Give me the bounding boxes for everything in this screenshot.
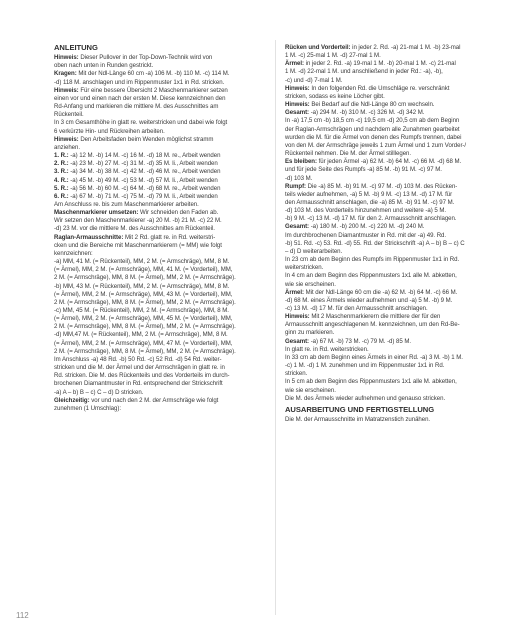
- text-line: Hinweis: Für eine bessere Übersicht 2 Maschenmarkierer setzen: [54, 86, 228, 94]
- text-line: brochenen Diamantmuster in Rd. entsprechend der Strickschrift: [54, 380, 223, 388]
- text-line: In 4 cm an dem Beginn des Rippenmusters 1x1 alle M. abketten,: [285, 272, 457, 280]
- text-line: den Armausschnitt anschlagen, die -a) 85 M. -b) 91 M. -c) 97 M.: [285, 198, 455, 206]
- text-line: -b) 9 M. -c) 13 M. -d) 17 M. für den 2. Armausschnitt anschlagen.: [285, 215, 457, 223]
- text-line: (= Ärmel), MM, 2 M. (= Armschräge), MM, 41 M. (= Vorderteil), MM,: [54, 266, 233, 274]
- short-row-line: 2. R.: -a) 23 M. -b) 27 M. -c) 31 M. -d) 35 M. li., Arbeit wenden: [54, 160, 218, 168]
- text-line: Gesamt: -a) 294 M. -b) 310 M. -c) 326 M. -d) 342 M.: [285, 109, 425, 117]
- text-line: einen vor und einen nach der ersten M. Diese kennzeichnen den: [54, 94, 226, 102]
- text-line: In glatt re. in Rd. weiterstricken.: [285, 345, 369, 353]
- text-line: (= Ärmel), MM, 2 M. (= Armschräge), MM, 47 M. (= Vorderteil), MM,: [54, 339, 233, 347]
- text-line: 1 M. -d) 22-mal 1 M. und anschließend in jeder Rd.: -a), -b),: [285, 68, 443, 76]
- text-line: ginn zu markieren.: [285, 329, 335, 337]
- text-line: wie sie erscheinen.: [285, 280, 336, 288]
- text-line: Rückenteil nehmen. Die M. der Ärmel stilllegen.: [285, 150, 412, 158]
- short-row-line: 6. R.: -a) 67 M. -b) 71 M. -c) 75 M. -d) 79 M. li., Arbeit wenden: [54, 192, 218, 200]
- text-line: Die M. des Ärmels wieder aufnehmen und genauso stricken.: [285, 394, 446, 402]
- text-line: von den M. der Armschräge jeweils 1 zum Ärmel und 1 zum Vorder-/: [285, 141, 467, 149]
- finishing-text: Die M. der Armausschnitte im Matratzenstich zunähen.: [285, 416, 431, 424]
- text-line: wie sie erscheinen.: [285, 386, 336, 394]
- text-line: zunehmen (1 Umschlag):: [54, 404, 121, 412]
- text-line: 2 M. (= Armschräge), MM, 8 M. (= Ärmel), MM, 2 M. (= Armschräge).: [54, 274, 236, 282]
- text-line: Im durchbrochenen Diamantmuster in Rd. mit der -a) 49. Rd.: [285, 231, 447, 239]
- text-line: Kragen: Mit der Ndl-Länge 60 cm -a) 106 M. -b) 110 M. -c) 114 M.: [54, 70, 230, 78]
- text-line: -b) MM, 43 M. (= Rückenteil), MM, 2 M. (= Armschräge), MM, 8 M.: [54, 282, 230, 290]
- text-line: Hinweis: Dieser Pullover in der Top-Down-Technik wird von: [54, 54, 213, 62]
- text-line: oben nach unten in Runden gestrickt.: [54, 62, 154, 70]
- page-number: 112: [16, 611, 29, 620]
- text-line: Im Anschluss -a) 48 Rd. -b) 50 Rd. -c) 52 Rd. -d) 54 Rd. weiter-: [54, 355, 222, 363]
- text-line: stricken und die M. der Ärmel und der Armschrägen in glatt re. in: [54, 364, 225, 372]
- text-line: -c) 13 M. -d) 17 M. für den Armausschnitt anschlagen.: [285, 305, 428, 312]
- text-line: -d) MM,47 M. (= Rückenteil), MM, 2 M. (= Armschräge), MM, 8 M.: [54, 331, 228, 339]
- text-line: Rücken und Vorderteil: in jeder 2. Rd. -a) 21-mal 1 M. -b) 23-mal: [285, 44, 461, 51]
- text-line: stricken, sodass es keine Löcher gibt.: [285, 92, 385, 100]
- text-line: weiterstricken.: [285, 264, 324, 272]
- text-line: -a) MM, 41 M. (= Rückenteil), MM, 2 M. (= Armschräge), MM, 8 M.: [54, 258, 230, 266]
- text-line: In 3 cm Gesamthöhe in glatt re. weiterstricken und dabei wie folgt: [54, 119, 228, 127]
- text-line: Hinweis: Mit 2 Maschenmarkierern die mittlere der für den: [285, 313, 441, 321]
- text-line: 6 verkürzte Hin- und Rückreihen arbeiten.: [54, 127, 165, 135]
- left-column: [54, 44, 276, 413]
- text-line: -d) 103 M.: [285, 174, 313, 182]
- text-line: 2 M. (= Armschräge), MM, 8 M. (= Ärmel), MM, 2 M. (= Armschräge).: [54, 347, 236, 355]
- text-line: 2 M. (= Armschräge), MM, 8 M. (= Ärmel), MM, 2 M. (= Armschräge).: [54, 298, 236, 306]
- text-line: Gesamt: -a) 67 M. -b) 73 M. -c) 79 M. -d) 85 M.: [285, 337, 412, 345]
- text-line: Hinweis: Bei Bedarf auf die Ndl-Länge 80 cm wechseln.: [285, 101, 435, 109]
- text-line: cken und die Bereiche mit Maschenmarkierern (= MM) wie folgt: [54, 241, 222, 249]
- text-line: teils wieder aufnehmen, -a) 5 M. -b) 9 M. -c) 13 M. -d) 17 M. für: [285, 190, 453, 198]
- section-title-instructions: ANLEITUNG: [54, 43, 98, 52]
- text-line: Am Anschluss re. bis zum Maschenmarkierer arbeiten.: [54, 200, 199, 208]
- text-line: (= Ärmel), MM, 2 M. (= Armschräge), MM, 43 M. (= Vorderteil), MM,: [54, 290, 233, 298]
- text-line: Armausschnitt angeschlagenen M. kennzeichnen, um den Rd-Be-: [285, 321, 460, 329]
- short-row-line: 5. R.: -a) 56 M. -b) 60 M. -c) 64 M. -d) 68 M. re., Arbeit wenden: [54, 184, 221, 192]
- text-line: -c) und -d) 7-mal 1 M.: [285, 76, 343, 84]
- text-line: 2 M. (= Armschräge), MM, 8 M. (= Ärmel), MM, 2 M. (= Armschräge).: [54, 323, 236, 331]
- short-rows-list: [54, 152, 276, 201]
- text-line: -c) MM, 45 M. (= Rückenteil), MM, 2 M. (= Armschräge), MM, 8 M.: [54, 307, 229, 314]
- text-line: -d) 103 M. des Vorderteils hinzunehmen und weitere -a) 5 M.: [285, 207, 446, 215]
- text-line: -d) 23 M. vor die mittlere M. des Ausschnittes am Rückenteil.: [54, 225, 215, 233]
- short-row-line: 1. R.: -a) 12 M. -b) 14 M. -c) 16 M. -d) 18 M. re., Arbeit wenden: [54, 152, 221, 160]
- text-line: Gleichzeitig: vor und nach den 2 M. der Armschräge wie folgt: [54, 396, 219, 404]
- text-line: Raglan-Armausschnitte: Mit 2 Rd. glatt re. in Rd. weiterstri-: [54, 233, 216, 241]
- text-line: In 33 cm ab dem Beginn eines Ärmels in einer Rd. -a) 3 M. -b) 1 M.: [285, 353, 463, 361]
- text-line: Ärmel: Mit der Ndl-Länge 60 cm die -a) 62 M. -b) 64 M. -c) 66 M.: [285, 288, 458, 296]
- right-text-block: [285, 44, 507, 403]
- text-line: In 5 cm ab dem Beginn des Rippenmusters 1x1 alle M. abketten,: [285, 378, 457, 386]
- section-title-finishing: AUSARBEITUNG UND FERTIGSTELLUNG: [285, 404, 435, 414]
- text-line: Hinweis: In den folgenden Rd. die Umschläge re. verschränkt: [285, 84, 450, 92]
- short-row-line: 4. R.: -a) 45 M. -b) 49 M. -c) 53 M. -d) 57 M. li., Arbeit wenden: [54, 176, 218, 184]
- text-line: Gesamt: -a) 180 M. -b) 200 M. -c) 220 M. -d) 240 M.: [285, 223, 425, 231]
- text-line: (= Ärmel), MM, 2 M. (= Armschräge), MM, 45 M. (= Vorderteil), MM,: [54, 315, 233, 323]
- text-line: Rd-Anfang und markieren die mittlere M. des Ausschnittes am: [54, 103, 219, 111]
- text-line: -b) 51. Rd. -c) 53. Rd. -d) 55. Rd. der Strickschrift -a) A – b) B – c) C: [285, 239, 465, 247]
- text-line: -d) 68 M. eines Ärmels wieder aufnehmen und -a) 5 M. -b) 9 M.: [285, 296, 453, 304]
- text-line: In -a) 17,5 cm -b) 18,5 cm -c) 19,5 cm -d) 20,5 cm ab dem Beginn: [285, 117, 460, 125]
- text-line: anziehen.: [54, 143, 80, 151]
- right-column: [285, 44, 507, 424]
- text-line: – d) D weiterarbeiten.: [285, 247, 343, 255]
- short-row-line: 3. R.: -a) 34 M. -b) 38 M. -c) 42 M. -d) 46 M. re., Arbeit wenden: [54, 168, 221, 176]
- text-line: -c) 1 M. -d) 1 M. zunehmen und im Rippenmuster 1x1 in Rd.: [285, 362, 445, 370]
- text-line: Hinweis: Den Arbeitsfaden beim Wenden möglichst stramm: [54, 135, 214, 143]
- text-line: -a) A – b) B – c) C – d) D stricken.: [54, 388, 144, 396]
- text-line: der Raglan-Armschrägen und nachdem alle Zunahmen gearbeitet: [285, 125, 460, 133]
- text-line: stricken.: [285, 370, 308, 378]
- text-line: wurden die M. für die Ärmel von denen des Rumpfs trennen, dabei: [285, 133, 462, 141]
- text-line: und für jede Seite des Rumpfs -a) 85 M. -b) 91 M. -c) 97 M.: [285, 166, 442, 174]
- text-line: Wir setzen den Maschenmarkierer -a) 20 M. -b) 21 M. -c) 22 M.: [54, 217, 222, 225]
- text-line: In 23 cm ab dem Beginn des Rumpfs im Rippenmuster 1x1 in Rd.: [285, 256, 460, 264]
- text-line: Rd. stricken. Die M. des Rückenteils und des Vorderteils im durch-: [54, 372, 230, 380]
- text-line: Rumpf: Die -a) 85 M. -b) 91 M. -c) 97 M. -d) 103 M. des Rücken-: [285, 182, 458, 190]
- text-line: 1 M. -c) 25-mal 1 M. -d) 27-mal 1 M.: [285, 52, 381, 60]
- text-line: Maschenmarkierer umsetzen: Wir schneiden den Faden ab.: [54, 209, 219, 217]
- text-line: Es bleiben: für jeden Ärmel -a) 62 M. -b) 64 M. -c) 66 M. -d) 68 M.: [285, 158, 462, 166]
- text-line: Ärmel: in jeder 2. Rd. -a) 19-mal 1 M. -b) 20-mal 1 M. -c) 21-mal: [285, 60, 456, 68]
- text-line: Rückenteil.: [54, 111, 84, 119]
- left-text-block-1: [54, 54, 276, 152]
- text-line: kennzeichnen:: [54, 249, 93, 257]
- text-line: -d) 118 M. anschlagen und im Rippenmuster 1x1 in Rd. stricken.: [54, 78, 225, 86]
- left-text-block-2: [54, 201, 276, 413]
